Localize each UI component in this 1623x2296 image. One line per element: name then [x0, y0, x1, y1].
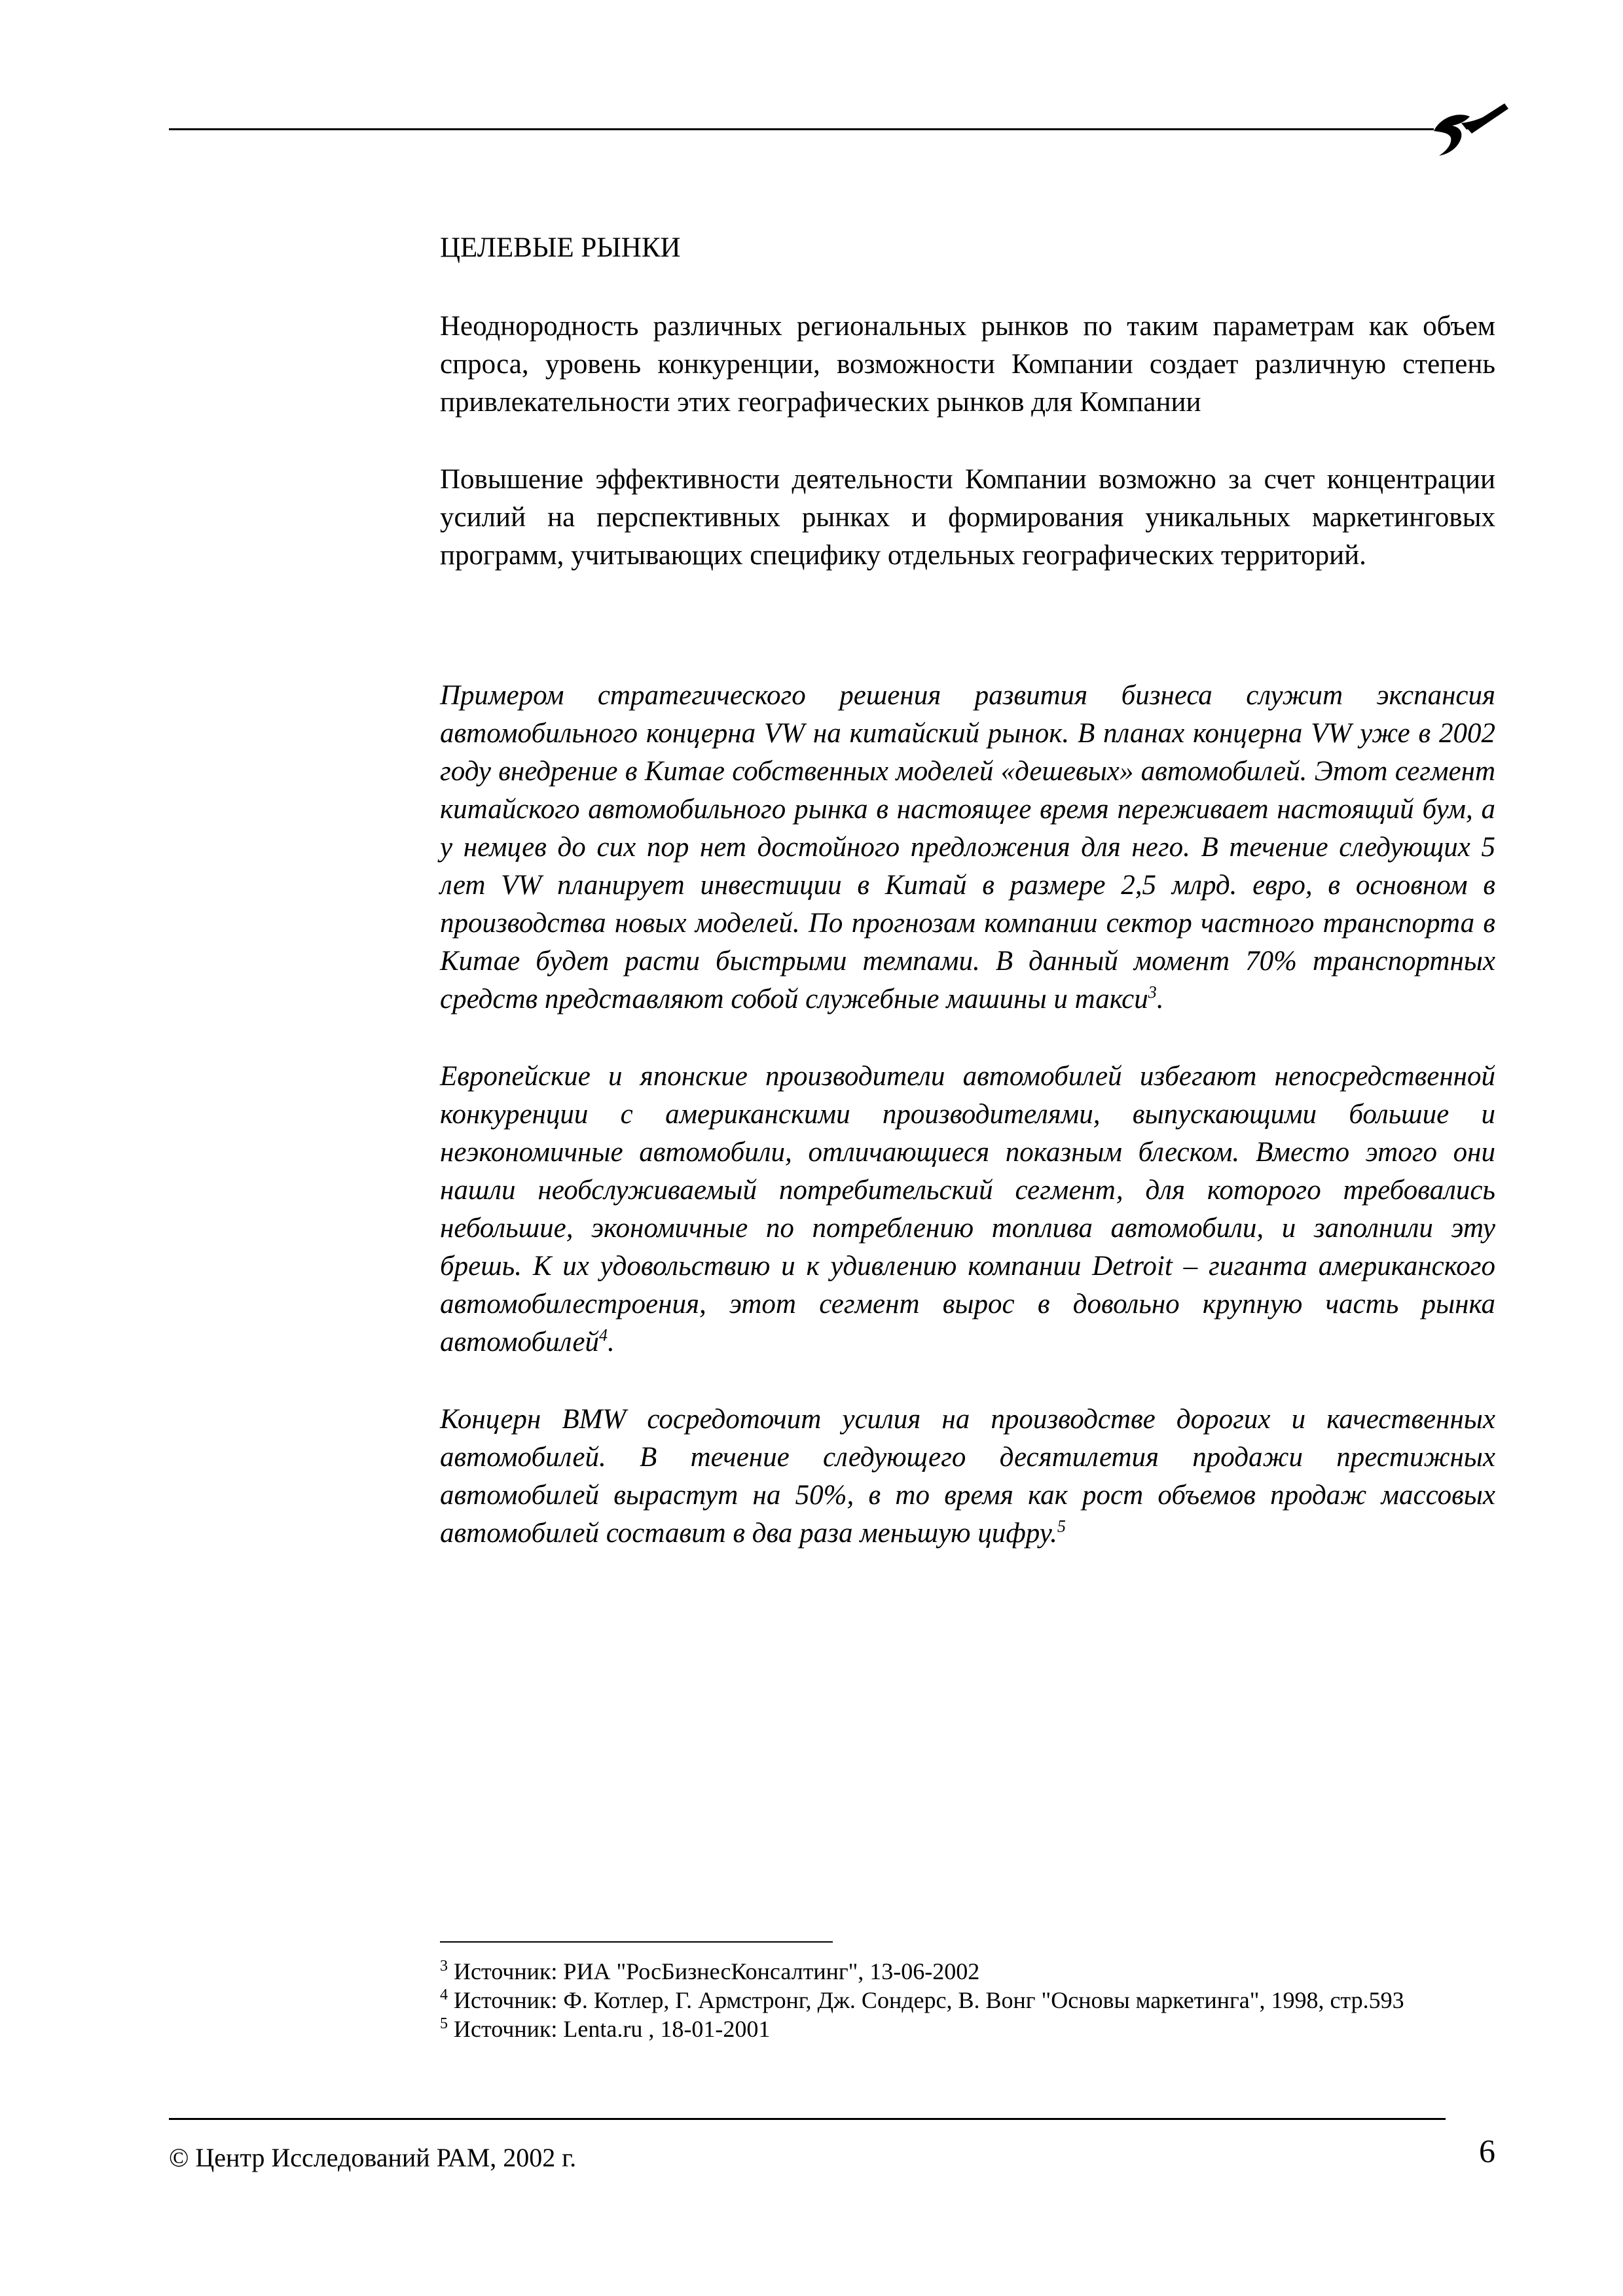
paragraph-vw-example	[440, 677, 1495, 1018]
section-heading: ЦЕЛЕВЫЕ РЫНКИ	[440, 232, 681, 263]
footnote-number: 4	[440, 1986, 448, 2003]
footnote-text: Источник: Ф. Котлер, Г. Армстронг, Дж. Сондерс, В. Вонг "Основы маркетинга", 1998, стр.593	[454, 1987, 1404, 2013]
footnote	[440, 1957, 1495, 1986]
paragraph-vw-text: Примером стратегического решения развития бизнеса служит экспансия автомобильного концерна VW на китайский рынок. В планах концерна VW уже в 2002 году внедрение в Китае собственных моделей «дешевых» автомобилей. Этот сегмент китайского автомобильного рынка в настоящее время переживает настоящий бум, а у немцев до сих пор нет достойного предложения для него. В течение следующих 5 лет VW планирует инвестиции в Китай в размере 2,5 млрд. евро, в основном в производства новых моделей. По прогнозам компании сектор частного транспорта в Китае будет расти быстрыми темпами. В данный момент 70% транспортных средств представляют собой служебные машины и такси	[440, 680, 1495, 1014]
footnote-ref-4: 4	[599, 1325, 608, 1345]
footer-rule	[169, 2118, 1446, 2120]
paragraph-1: Неоднородность различных региональных рынков по таким параметрам как объем спроса, уровень конкуренции, возможности Компании создает различную степень привлекательности этих географических рынков для Компании	[440, 311, 1495, 418]
footer-copyright: © Центр Исследований РАМ, 2002 г.	[169, 2143, 577, 2172]
paragraph-europe-japan	[440, 1058, 1495, 1361]
paragraph-vw-end: .	[1156, 984, 1164, 1014]
paragraph-bmw	[440, 1401, 1495, 1552]
footnote-ref-5: 5	[1057, 1516, 1066, 1536]
footnote-text: Источник: РИА "РосБизнесКонсалтинг", 13-06-2002	[454, 1958, 980, 1984]
page-number: 6	[1479, 2132, 1495, 2169]
paragraph-bmw-text: Концерн BMW сосредоточит усилия на производстве дорогих и качественных автомобилей. В течение следующего десятилетия продажи престижных автомобилей вырастут на 50%, в то время как рост объемов продаж массовых автомобилей составит в два раза меньшую цифру.	[440, 1404, 1495, 1549]
footnotes	[440, 1957, 1495, 2043]
logo-icon	[1421, 92, 1512, 164]
footnote-number: 5	[440, 2015, 448, 2032]
paragraph-europe-text: Европейские и японские производители автомобилей избегают непосредственной конкуренции с американскими производителями, выпускающими большие и неэкономичные автомобили, отличающиеся показным блеском. Вместо этого они нашли необслуживаемый потребительский сегмент, для которого требовались небольшие, экономичные по потреблению топлива автомобили, и заполнили эту брешь. К их удовольствию и к удивлению компании Detroit – гиганта американского автомобилестроения, этот сегмент вырос в довольно крупную часть рынка автомобилей	[440, 1061, 1495, 1357]
main-content	[440, 229, 1495, 1592]
paragraph-europe-end: .	[608, 1327, 615, 1357]
footnote	[440, 2015, 1495, 2043]
footnote	[440, 1986, 1495, 2015]
footnote-ref-3: 3	[1148, 982, 1157, 1002]
paragraph-2: Повышение эффективности деятельности Компании возможно за счет концентрации усилий на перспективных рынках и формирования уникальных маркетинговых программ, учитывающих специфику отдельных географических территорий.	[440, 464, 1495, 571]
footnote-number: 3	[440, 1958, 448, 1975]
header-rule	[169, 128, 1434, 130]
footnote-rule	[440, 1941, 833, 1943]
footnote-text: Источник: Lenta.ru , 18-01-2001	[454, 2016, 771, 2042]
